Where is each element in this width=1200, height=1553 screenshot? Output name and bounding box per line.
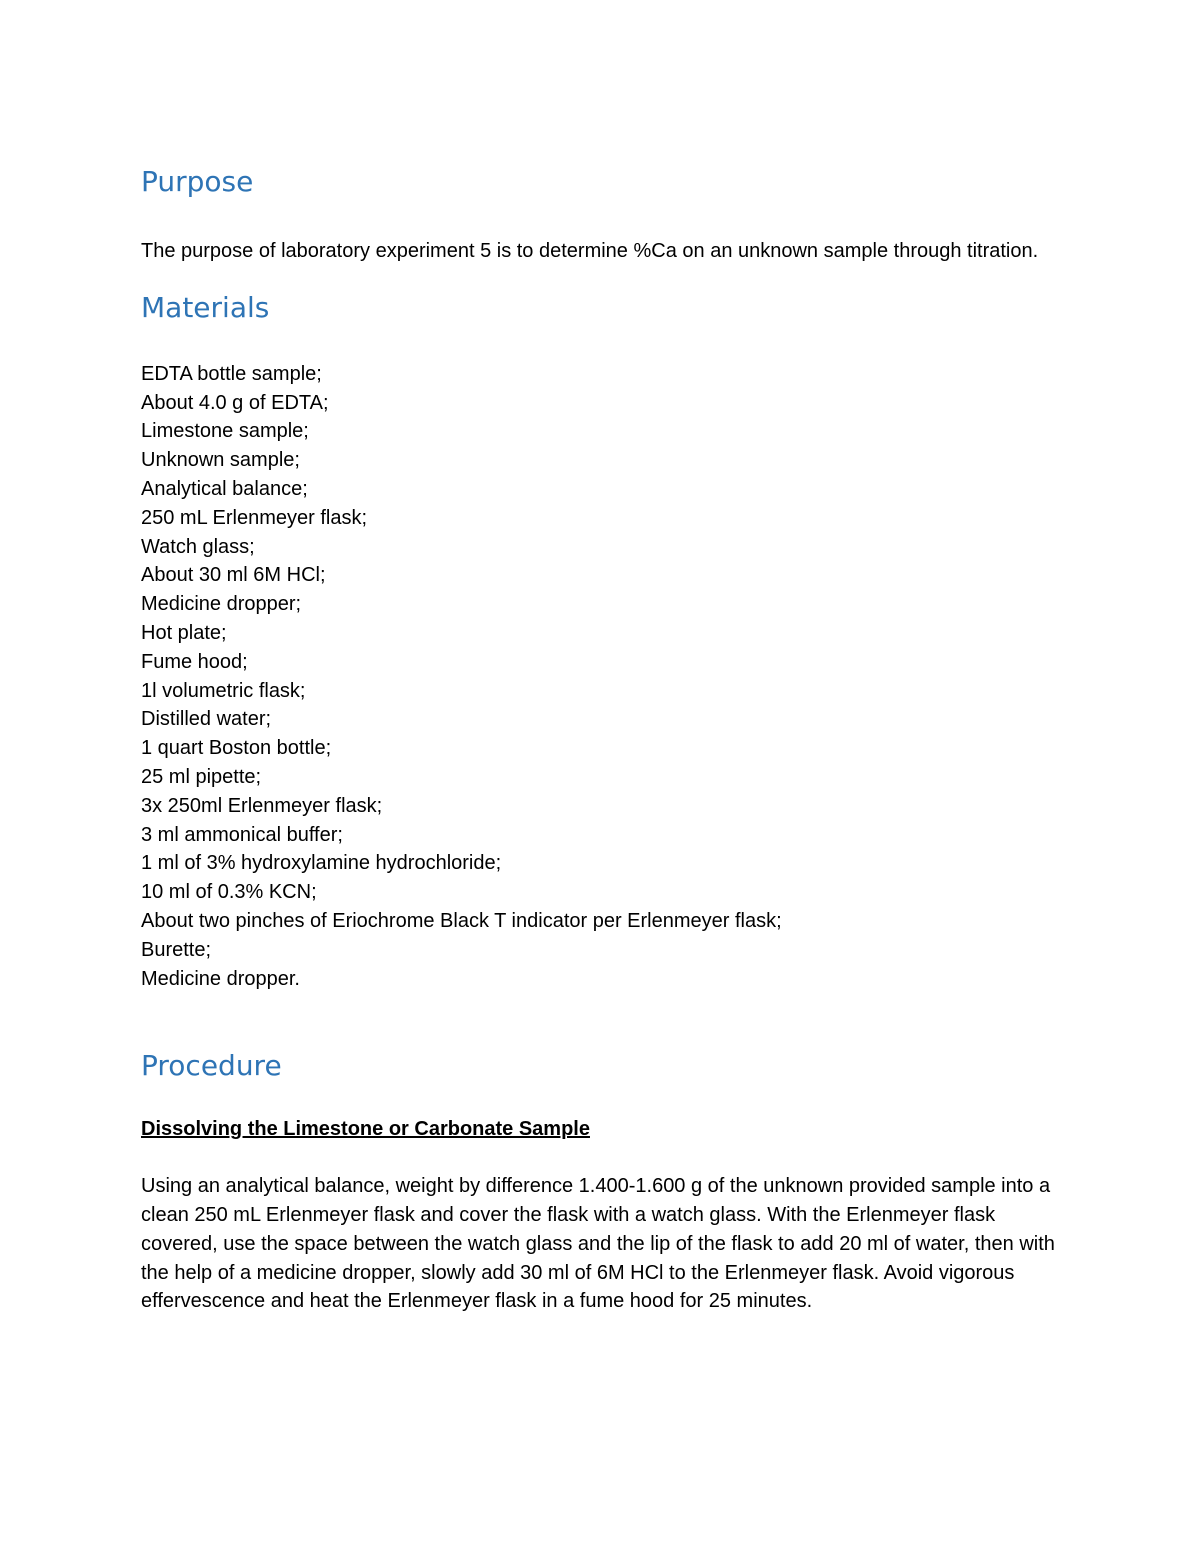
procedure-section: [141, 1044, 1061, 1316]
materials-item: Limestone sample;: [141, 420, 309, 443]
procedure-subheading: Dissolving the Limestone or Carbonate Sample: [141, 1118, 590, 1141]
materials-item: Analytical balance;: [141, 477, 308, 500]
materials-item: 3x 250ml Erlenmeyer flask;: [141, 794, 383, 817]
materials-item: Distilled water;: [141, 708, 272, 731]
materials-item: EDTA bottle sample;: [141, 362, 322, 385]
materials-item: Watch glass;: [141, 535, 255, 558]
materials-item: 1l volumetric flask;: [141, 679, 306, 702]
materials-section: [141, 286, 1061, 994]
materials-item: Hot plate;: [141, 621, 227, 644]
materials-item: Medicine dropper.: [141, 967, 300, 990]
materials-item: 25 ml pipette;: [141, 765, 262, 788]
materials-item: Unknown sample;: [141, 449, 300, 472]
materials-item: 250 mL Erlenmeyer flask;: [141, 506, 368, 529]
procedure-text: Using an analytical balance, weight by difference 1.400-1.600 g of the unknown provided sample into a clean 250 mL Erlenmeyer flask and cover the flask with a watch glass. With the Erlenmeyer flask covered, use the space between the watch glass and the lip of the flask to add 20 ml of water, then with the help of a medicine dropper, slowly add 30 ml of 6M HCl to the Erlenmeyer flask. Avoid vigorous effervescence and heat the Erlenmeyer flask in a fume hood for 25 minutes.: [141, 1175, 1055, 1313]
materials-item: 1 quart Boston bottle;: [141, 737, 332, 760]
materials-item: Fume hood;: [141, 650, 248, 673]
document-body: [141, 160, 1061, 1316]
materials-item: Medicine dropper;: [141, 593, 302, 616]
materials-item: About 30 ml 6M HCl;: [141, 564, 326, 587]
materials-item: 3 ml ammonical buffer;: [141, 823, 343, 846]
purpose-heading: Purpose: [141, 165, 254, 198]
materials-item: 10 ml of 0.3% KCN;: [141, 881, 317, 904]
materials-item: Burette;: [141, 938, 212, 961]
purpose-text: The purpose of laboratory experiment 5 is to determine %Ca on an unknown sample through titration.: [141, 240, 1039, 262]
materials-item: About two pinches of Eriochrome Black T indicator per Erlenmeyer flask;: [141, 909, 782, 932]
materials-item: About 4.0 g of EDTA;: [141, 391, 329, 414]
materials-list: [141, 360, 1061, 994]
materials-item: 1 ml of 3% hydroxylamine hydrochloride;: [141, 852, 502, 875]
procedure-heading: Procedure: [141, 1049, 282, 1083]
purpose-section: [141, 160, 1061, 266]
materials-heading: Materials: [141, 290, 270, 324]
